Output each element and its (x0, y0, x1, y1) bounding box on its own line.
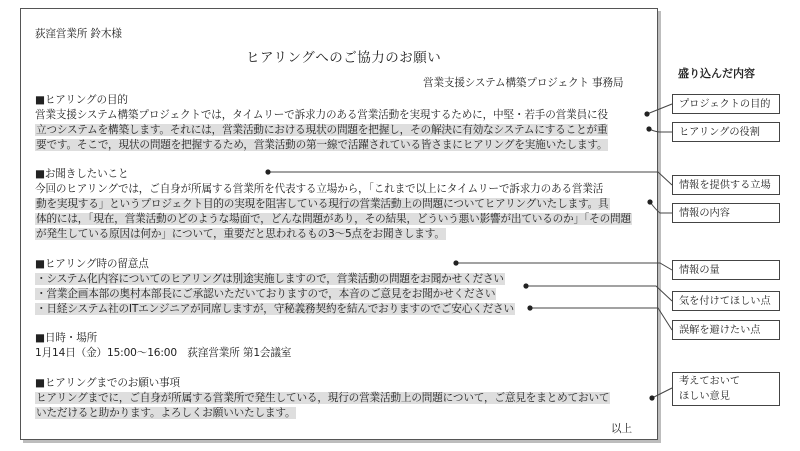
questions-line (35, 197, 610, 211)
purpose-line (35, 138, 608, 152)
request-line (35, 406, 296, 420)
purpose-line (35, 108, 608, 122)
questions-line-4: が発生している原因は何か」について，重要だと思われるもの3～5点をお聞きします。 (36, 228, 445, 240)
questions-line-1: 今回のヒアリングでは，ご自身が所属する営業所を代表する立場から，「これまで以上にタイムリーで訴求力のある営業活 (35, 183, 604, 195)
request-line-2: いただけると助かります。よろしくお願いいたします。 (36, 407, 296, 419)
request-line (35, 391, 610, 405)
purpose-line-2: 立つシステムを構築します。それには，営業活動における現状の問題を把握し，その解決に有効なシステムにすることが重 (36, 124, 608, 136)
notes-line (35, 302, 515, 316)
label-hearing-role: ヒアリングの役割 (672, 122, 780, 142)
questions-line (35, 182, 603, 196)
annotations-title: 盛り込んだ内容 (678, 67, 755, 80)
purpose-line-3: 要です。そこで，現状の問題を把握するため，営業活動の第一線で活躍されている皆さまにヒアリングを実施いたします。 (36, 139, 608, 151)
label-opinion-line-1: 考えておいて (679, 376, 741, 387)
document-title: ヒアリングへのご協力のお願い (246, 50, 442, 66)
notes-line-3: ・日経システム社のITエンジニアが同席しますが，守秘義務契約を結んでおりますのでご安心ください (36, 303, 514, 315)
purpose-line-1: 営業支援システム構築プロジェクトでは，タイムリーで訴求力のある営業活動を実現するために，中堅・若手の営業員に役 (35, 109, 608, 121)
schedule-heading: ■日時・場所 (35, 332, 98, 344)
label-info-amount: 情報の量 (672, 260, 780, 280)
notes-line-1: ・システム化内容についてのヒアリングは別途実施しますので，営業活動の問題をお聞かせください (36, 273, 504, 285)
questions-line-3: 体的には，「現在，営業活動のどのような場面で，どんな問題があり，その結果，どういう悪い影響が出ているのか」「その問題 (36, 213, 631, 225)
label-info-content: 情報の内容 (672, 203, 780, 223)
sender: 営業支援システム構築プロジェクト 事務局 (423, 77, 624, 89)
questions-line-2: 動を実現する」というプロジェクト目的の実現を阻害している現行の営業活動上の問題についてヒアリングいたします。具 (36, 198, 609, 210)
purpose-heading: ■ヒアリングの目的 (35, 94, 128, 106)
request-line-1: ヒアリングまでに，ご自身が所属する営業所で発生している，現行の営業活動上の問題について，ご意見をまとめておいて (36, 392, 610, 404)
purpose-line (35, 123, 608, 137)
closing-text: 以上 (611, 423, 632, 435)
label-info-position: 情報を提供する立場 (672, 175, 780, 195)
notes-heading: ■ヒアリング時の留意点 (35, 258, 149, 270)
label-opinion (672, 372, 780, 406)
questions-line (35, 227, 446, 241)
notes-line (35, 272, 505, 286)
notes-line (35, 287, 496, 301)
label-project-goal: プロジェクトの目的 (672, 94, 780, 114)
label-avoid-misunderstanding: 誤解を避けたい点 (672, 320, 780, 340)
questions-heading: ■お聞きしたいこと (35, 168, 129, 180)
label-opinion-line-2: ほしい意見 (679, 391, 730, 402)
notes-line-2: ・営業企画本部の奥村本部長にご承認いただいておりますので，本音のご意見をお聞かせください (36, 288, 496, 300)
label-caution-points: 気を付けてほしい点 (672, 291, 780, 311)
addressee: 荻窪営業所 鈴木様 (35, 28, 122, 40)
letter-document (20, 8, 658, 440)
schedule-line: 1月14日（金）15:00～16:00 荻窪営業所 第1会議室 (35, 347, 292, 359)
questions-line (35, 212, 632, 226)
request-heading: ■ヒアリングまでのお願い事項 (35, 377, 180, 389)
